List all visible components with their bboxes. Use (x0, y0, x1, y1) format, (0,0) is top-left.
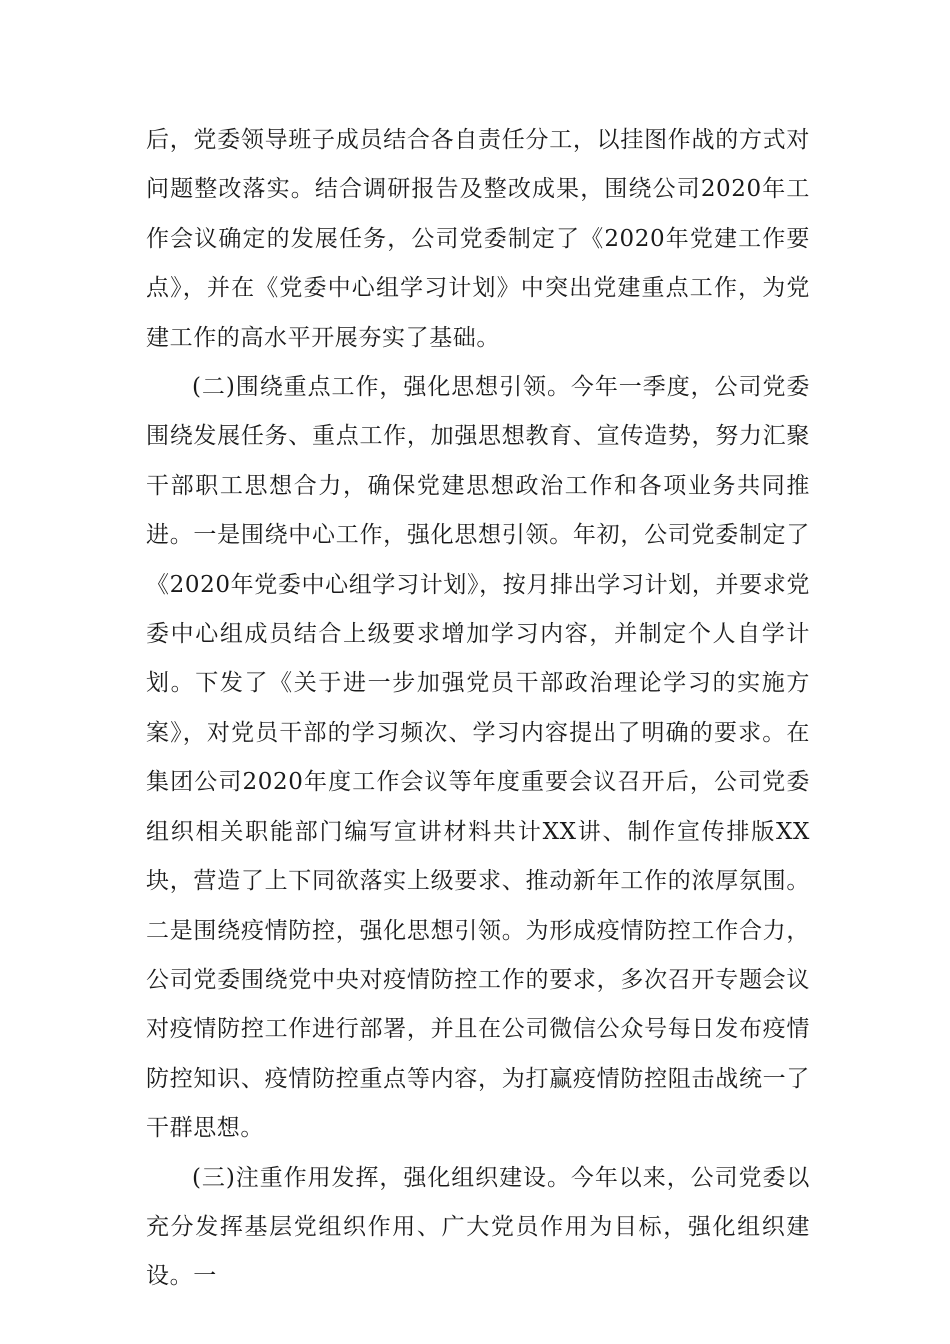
paragraph-ideological-guidance: (二)围绕重点工作，强化思想引领。今年一季度，公司党委围绕发展任务、重点工作，加强思想教育、宣传造势，努力汇聚干部职工思想合力，确保党建思想政治工作和各项业务共同推进。一是围绕中心工作，强化思想引领。年初，公司党委制定了《2020年党委中心组学习计划》，按月排出学习计划，并要求党委中心组成员结合上级要求增加学习内容，并制定个人自学计划。下发了《关于进一步加强党员干部政治理论学习的实施方案》，对党员干部的学习频次、学习内容提出了明确的要求。在集团公司2020年度工作会议等年度重要会议召开后，公司党委组织相关职能部门编写宣讲材料共计XX讲、制作宣传排版XX块，营造了上下同欲落实上级要求、推动新年工作的浓厚氛围。二是围绕疫情防控，强化思想引领。为形成疫情防控工作合力，公司党委围绕党中央对疫情防控工作的要求，多次召开专题会议对疫情防控工作进行部署，并且在公司微信公众号每日发布疫情防控知识、疫情防控重点等内容，为打赢疫情防控阻击战统一了干群思想。 (146, 374, 810, 1142)
document-body (146, 116, 810, 1302)
paragraph-continuation: 后，党委领导班子成员结合各自责任分工，以挂图作战的方式对问题整改落实。结合调研报告及整改成果，围绕公司2020年工作会议确定的发展任务，公司党委制定了《2020年党建工作要点》，并在《党委中心组学习计划》中突出党建重点工作，为党建工作的高水平开展夯实了基础。 (146, 127, 810, 351)
paragraph-organization-building: (三)注重作用发挥，强化组织建设。今年以来，公司党委以充分发挥基层党组织作用、广大党员作用为目标，强化组织建设。一 (146, 1164, 810, 1290)
